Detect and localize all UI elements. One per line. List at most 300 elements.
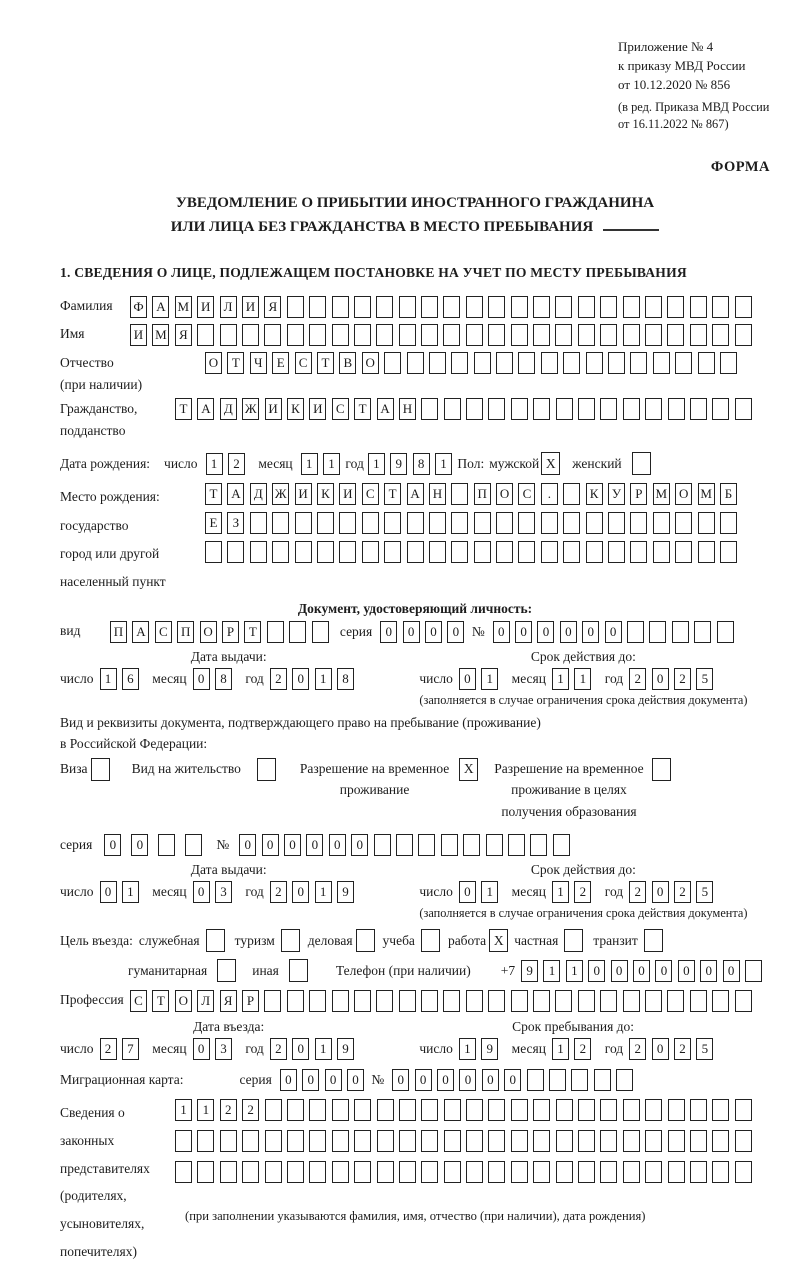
char-cell[interactable] xyxy=(354,990,371,1012)
char-cell[interactable]: И xyxy=(309,398,326,420)
char-cell[interactable] xyxy=(488,1130,505,1152)
char-cell[interactable]: 0 xyxy=(403,621,420,643)
char-cell[interactable] xyxy=(556,1099,573,1121)
char-cell[interactable] xyxy=(287,296,304,318)
char-cell[interactable]: 0 xyxy=(437,1069,454,1091)
char-cell[interactable] xyxy=(668,1130,685,1152)
char-cell[interactable]: 2 xyxy=(270,881,287,903)
char-cell[interactable] xyxy=(623,1130,640,1152)
purpose-opt9-checkbox[interactable] xyxy=(289,959,308,982)
sex-male-checkbox[interactable]: X xyxy=(541,452,560,475)
char-cell[interactable] xyxy=(354,1161,371,1183)
char-cell[interactable]: 1 xyxy=(552,881,569,903)
char-cell[interactable] xyxy=(250,541,267,563)
char-cell[interactable] xyxy=(555,324,572,346)
char-cell[interactable] xyxy=(690,398,707,420)
char-cell[interactable] xyxy=(242,1130,259,1152)
char-cell[interactable] xyxy=(377,1099,394,1121)
char-cell[interactable] xyxy=(287,1130,304,1152)
char-cell[interactable]: И xyxy=(265,398,282,420)
char-cell[interactable] xyxy=(332,1161,349,1183)
char-cell[interactable] xyxy=(563,483,580,505)
char-cell[interactable] xyxy=(712,398,729,420)
char-cell[interactable] xyxy=(645,990,662,1012)
char-cell[interactable] xyxy=(511,990,528,1012)
char-cell[interactable]: 0 xyxy=(588,960,605,982)
purpose-opt3-checkbox[interactable] xyxy=(356,929,375,952)
char-cell[interactable]: Т xyxy=(175,398,192,420)
char-cell[interactable]: Л xyxy=(220,296,237,318)
char-cell[interactable] xyxy=(429,541,446,563)
char-cell[interactable] xyxy=(571,1069,588,1091)
char-cell[interactable] xyxy=(518,512,535,534)
char-cell[interactable] xyxy=(354,324,371,346)
char-cell[interactable]: 9 xyxy=(521,960,538,982)
char-cell[interactable]: 0 xyxy=(504,1069,521,1091)
char-cell[interactable] xyxy=(421,296,438,318)
char-cell[interactable]: Т xyxy=(244,621,261,643)
char-cell[interactable]: 9 xyxy=(337,881,354,903)
char-cell[interactable] xyxy=(466,1099,483,1121)
char-cell[interactable] xyxy=(712,296,729,318)
char-cell[interactable] xyxy=(608,541,625,563)
char-cell[interactable]: Ф xyxy=(130,296,147,318)
char-cell[interactable] xyxy=(265,1130,282,1152)
char-cell[interactable]: Д xyxy=(250,483,267,505)
char-cell[interactable] xyxy=(627,621,644,643)
char-cell[interactable]: Ч xyxy=(250,352,267,374)
char-cell[interactable] xyxy=(444,1130,461,1152)
char-cell[interactable] xyxy=(541,541,558,563)
char-cell[interactable]: И xyxy=(295,483,312,505)
char-cell[interactable] xyxy=(265,1161,282,1183)
char-cell[interactable]: 0 xyxy=(652,668,669,690)
char-cell[interactable]: О xyxy=(362,352,379,374)
char-cell[interactable] xyxy=(384,541,401,563)
char-cell[interactable]: О xyxy=(175,990,192,1012)
char-cell[interactable] xyxy=(220,1130,237,1152)
char-cell[interactable]: О xyxy=(496,483,513,505)
char-cell[interactable]: 1 xyxy=(301,453,318,475)
char-cell[interactable] xyxy=(466,1130,483,1152)
char-cell[interactable] xyxy=(735,296,752,318)
char-cell[interactable] xyxy=(533,1161,550,1183)
char-cell[interactable]: Р xyxy=(222,621,239,643)
char-cell[interactable] xyxy=(600,1130,617,1152)
residence-permit-checkbox[interactable] xyxy=(257,758,276,781)
char-cell[interactable]: А xyxy=(132,621,149,643)
char-cell[interactable] xyxy=(466,324,483,346)
char-cell[interactable] xyxy=(488,398,505,420)
char-cell[interactable] xyxy=(735,990,752,1012)
char-cell[interactable] xyxy=(488,296,505,318)
char-cell[interactable]: 1 xyxy=(100,668,117,690)
char-cell[interactable]: Я xyxy=(220,990,237,1012)
char-cell[interactable]: Р xyxy=(242,990,259,1012)
char-cell[interactable]: 3 xyxy=(215,881,232,903)
char-cell[interactable]: 0 xyxy=(302,1069,319,1091)
char-cell[interactable] xyxy=(608,512,625,534)
char-cell[interactable]: И xyxy=(242,296,259,318)
char-cell[interactable]: 1 xyxy=(543,960,560,982)
char-cell[interactable] xyxy=(667,324,684,346)
char-cell[interactable] xyxy=(264,990,281,1012)
char-cell[interactable] xyxy=(698,512,715,534)
char-cell[interactable] xyxy=(511,1130,528,1152)
char-cell[interactable] xyxy=(295,512,312,534)
char-cell[interactable]: М xyxy=(152,324,169,346)
char-cell[interactable] xyxy=(533,1099,550,1121)
char-cell[interactable]: 2 xyxy=(574,881,591,903)
char-cell[interactable] xyxy=(384,352,401,374)
purpose-opt7-checkbox[interactable] xyxy=(644,929,663,952)
char-cell[interactable]: 1 xyxy=(459,1038,476,1060)
char-cell[interactable]: Е xyxy=(205,512,222,534)
char-cell[interactable] xyxy=(451,352,468,374)
char-cell[interactable] xyxy=(600,990,617,1012)
char-cell[interactable] xyxy=(421,1099,438,1121)
char-cell[interactable]: У xyxy=(608,483,625,505)
char-cell[interactable] xyxy=(496,541,513,563)
char-cell[interactable]: 0 xyxy=(347,1069,364,1091)
char-cell[interactable]: П xyxy=(110,621,127,643)
char-cell[interactable] xyxy=(511,1161,528,1183)
char-cell[interactable] xyxy=(289,621,306,643)
char-cell[interactable] xyxy=(443,990,460,1012)
char-cell[interactable] xyxy=(205,541,222,563)
char-cell[interactable]: Е xyxy=(272,352,289,374)
char-cell[interactable] xyxy=(735,324,752,346)
char-cell[interactable] xyxy=(630,512,647,534)
char-cell[interactable]: Т xyxy=(317,352,334,374)
char-cell[interactable]: 1 xyxy=(566,960,583,982)
char-cell[interactable] xyxy=(645,1099,662,1121)
char-cell[interactable] xyxy=(354,296,371,318)
char-cell[interactable] xyxy=(197,324,214,346)
char-cell[interactable] xyxy=(645,398,662,420)
char-cell[interactable] xyxy=(735,1099,752,1121)
char-cell[interactable] xyxy=(563,512,580,534)
char-cell[interactable] xyxy=(220,1161,237,1183)
char-cell[interactable] xyxy=(675,512,692,534)
char-cell[interactable] xyxy=(250,512,267,534)
char-cell[interactable]: 0 xyxy=(447,621,464,643)
char-cell[interactable]: К xyxy=(317,483,334,505)
char-cell[interactable] xyxy=(354,1130,371,1152)
char-cell[interactable]: 1 xyxy=(315,881,332,903)
char-cell[interactable]: 0 xyxy=(193,881,210,903)
char-cell[interactable] xyxy=(309,1130,326,1152)
char-cell[interactable] xyxy=(578,296,595,318)
char-cell[interactable] xyxy=(518,541,535,563)
char-cell[interactable] xyxy=(376,296,393,318)
char-cell[interactable] xyxy=(488,1099,505,1121)
char-cell[interactable] xyxy=(712,1099,729,1121)
char-cell[interactable] xyxy=(264,324,281,346)
char-cell[interactable]: Н xyxy=(429,483,446,505)
char-cell[interactable]: 2 xyxy=(270,1038,287,1060)
char-cell[interactable] xyxy=(451,541,468,563)
purpose-opt6-checkbox[interactable] xyxy=(564,929,583,952)
char-cell[interactable]: М xyxy=(175,296,192,318)
char-cell[interactable]: 0 xyxy=(104,834,121,856)
char-cell[interactable]: 8 xyxy=(337,668,354,690)
char-cell[interactable] xyxy=(158,834,175,856)
char-cell[interactable] xyxy=(645,1130,662,1152)
char-cell[interactable] xyxy=(407,352,424,374)
char-cell[interactable] xyxy=(594,1069,611,1091)
char-cell[interactable]: О xyxy=(200,621,217,643)
char-cell[interactable] xyxy=(586,352,603,374)
char-cell[interactable] xyxy=(474,541,491,563)
char-cell[interactable]: Т xyxy=(205,483,222,505)
char-cell[interactable] xyxy=(265,1099,282,1121)
char-cell[interactable]: 0 xyxy=(655,960,672,982)
char-cell[interactable] xyxy=(339,541,356,563)
char-cell[interactable] xyxy=(407,512,424,534)
char-cell[interactable]: И xyxy=(339,483,356,505)
char-cell[interactable]: 6 xyxy=(122,668,139,690)
purpose-opt1-checkbox[interactable] xyxy=(206,929,225,952)
char-cell[interactable]: К xyxy=(586,483,603,505)
char-cell[interactable]: Т xyxy=(152,990,169,1012)
char-cell[interactable] xyxy=(317,512,334,534)
char-cell[interactable] xyxy=(362,541,379,563)
char-cell[interactable] xyxy=(578,990,595,1012)
char-cell[interactable]: Б xyxy=(720,483,737,505)
char-cell[interactable] xyxy=(197,1130,214,1152)
char-cell[interactable] xyxy=(272,512,289,534)
char-cell[interactable] xyxy=(653,541,670,563)
char-cell[interactable] xyxy=(309,1161,326,1183)
char-cell[interactable]: 1 xyxy=(481,668,498,690)
char-cell[interactable] xyxy=(586,541,603,563)
char-cell[interactable] xyxy=(555,296,572,318)
char-cell[interactable]: 1 xyxy=(368,453,385,475)
char-cell[interactable] xyxy=(488,324,505,346)
char-cell[interactable] xyxy=(399,1099,416,1121)
char-cell[interactable] xyxy=(287,324,304,346)
char-cell[interactable] xyxy=(667,990,684,1012)
char-cell[interactable] xyxy=(429,512,446,534)
char-cell[interactable]: 1 xyxy=(552,668,569,690)
char-cell[interactable]: Н xyxy=(399,398,416,420)
char-cell[interactable]: 1 xyxy=(481,881,498,903)
char-cell[interactable] xyxy=(578,398,595,420)
char-cell[interactable] xyxy=(287,1161,304,1183)
char-cell[interactable]: 0 xyxy=(193,668,210,690)
char-cell[interactable] xyxy=(533,990,550,1012)
char-cell[interactable] xyxy=(668,1099,685,1121)
char-cell[interactable] xyxy=(712,990,729,1012)
char-cell[interactable] xyxy=(586,512,603,534)
char-cell[interactable] xyxy=(376,990,393,1012)
char-cell[interactable] xyxy=(690,296,707,318)
char-cell[interactable] xyxy=(466,1161,483,1183)
char-cell[interactable]: О xyxy=(205,352,222,374)
char-cell[interactable] xyxy=(396,834,413,856)
char-cell[interactable]: Ж xyxy=(272,483,289,505)
char-cell[interactable] xyxy=(377,1130,394,1152)
char-cell[interactable] xyxy=(745,960,762,982)
char-cell[interactable]: 2 xyxy=(629,668,646,690)
char-cell[interactable]: 0 xyxy=(392,1069,409,1091)
char-cell[interactable] xyxy=(451,512,468,534)
char-cell[interactable] xyxy=(712,1161,729,1183)
char-cell[interactable] xyxy=(466,990,483,1012)
char-cell[interactable] xyxy=(309,296,326,318)
char-cell[interactable]: С xyxy=(362,483,379,505)
char-cell[interactable]: 1 xyxy=(323,453,340,475)
char-cell[interactable] xyxy=(533,324,550,346)
char-cell[interactable] xyxy=(421,1161,438,1183)
char-cell[interactable]: Л xyxy=(197,990,214,1012)
char-cell[interactable] xyxy=(690,1099,707,1121)
char-cell[interactable]: П xyxy=(474,483,491,505)
char-cell[interactable] xyxy=(553,834,570,856)
char-cell[interactable] xyxy=(623,296,640,318)
char-cell[interactable]: А xyxy=(152,296,169,318)
char-cell[interactable]: И xyxy=(130,324,147,346)
char-cell[interactable] xyxy=(175,1130,192,1152)
char-cell[interactable]: 1 xyxy=(206,453,223,475)
char-cell[interactable] xyxy=(267,621,284,643)
char-cell[interactable]: В xyxy=(339,352,356,374)
char-cell[interactable]: 5 xyxy=(696,668,713,690)
char-cell[interactable] xyxy=(668,398,685,420)
char-cell[interactable]: 0 xyxy=(292,881,309,903)
char-cell[interactable] xyxy=(399,324,416,346)
char-cell[interactable]: 0 xyxy=(652,881,669,903)
char-cell[interactable] xyxy=(630,541,647,563)
char-cell[interactable]: 2 xyxy=(629,881,646,903)
char-cell[interactable] xyxy=(578,1099,595,1121)
char-cell[interactable]: 0 xyxy=(459,668,476,690)
char-cell[interactable] xyxy=(466,398,483,420)
char-cell[interactable]: 2 xyxy=(629,1038,646,1060)
char-cell[interactable]: 0 xyxy=(459,1069,476,1091)
char-cell[interactable]: 0 xyxy=(284,834,301,856)
purpose-opt2-checkbox[interactable] xyxy=(281,929,300,952)
char-cell[interactable] xyxy=(563,541,580,563)
char-cell[interactable] xyxy=(717,621,734,643)
char-cell[interactable]: Ж xyxy=(242,398,259,420)
char-cell[interactable] xyxy=(332,1130,349,1152)
char-cell[interactable]: 0 xyxy=(493,621,510,643)
char-cell[interactable]: 0 xyxy=(425,621,442,643)
char-cell[interactable]: 5 xyxy=(696,881,713,903)
char-cell[interactable] xyxy=(608,352,625,374)
char-cell[interactable]: 0 xyxy=(459,881,476,903)
char-cell[interactable]: З xyxy=(227,512,244,534)
char-cell[interactable] xyxy=(518,352,535,374)
char-cell[interactable] xyxy=(556,398,573,420)
char-cell[interactable]: . xyxy=(541,483,558,505)
char-cell[interactable] xyxy=(698,541,715,563)
char-cell[interactable]: 3 xyxy=(215,1038,232,1060)
char-cell[interactable] xyxy=(511,1099,528,1121)
char-cell[interactable]: 9 xyxy=(481,1038,498,1060)
char-cell[interactable] xyxy=(399,1161,416,1183)
char-cell[interactable]: А xyxy=(377,398,394,420)
char-cell[interactable]: 0 xyxy=(292,668,309,690)
char-cell[interactable] xyxy=(645,324,662,346)
rvp-edu-checkbox[interactable] xyxy=(652,758,671,781)
char-cell[interactable]: Т xyxy=(384,483,401,505)
char-cell[interactable] xyxy=(295,541,312,563)
char-cell[interactable] xyxy=(690,1161,707,1183)
char-cell[interactable] xyxy=(488,990,505,1012)
visa-checkbox[interactable] xyxy=(91,758,110,781)
char-cell[interactable] xyxy=(675,541,692,563)
char-cell[interactable] xyxy=(511,296,528,318)
char-cell[interactable] xyxy=(444,398,461,420)
char-cell[interactable] xyxy=(653,352,670,374)
char-cell[interactable] xyxy=(444,1099,461,1121)
char-cell[interactable]: 1 xyxy=(122,881,139,903)
char-cell[interactable]: 0 xyxy=(515,621,532,643)
char-cell[interactable]: 0 xyxy=(415,1069,432,1091)
char-cell[interactable]: 0 xyxy=(280,1069,297,1091)
char-cell[interactable] xyxy=(623,1099,640,1121)
char-cell[interactable]: 0 xyxy=(611,960,628,982)
char-cell[interactable] xyxy=(649,621,666,643)
char-cell[interactable] xyxy=(496,512,513,534)
char-cell[interactable] xyxy=(463,834,480,856)
char-cell[interactable]: 1 xyxy=(197,1099,214,1121)
char-cell[interactable] xyxy=(317,541,334,563)
char-cell[interactable]: А xyxy=(227,483,244,505)
char-cell[interactable]: 0 xyxy=(351,834,368,856)
char-cell[interactable]: 2 xyxy=(242,1099,259,1121)
char-cell[interactable] xyxy=(429,352,446,374)
char-cell[interactable] xyxy=(690,324,707,346)
char-cell[interactable] xyxy=(533,1130,550,1152)
char-cell[interactable] xyxy=(332,1099,349,1121)
char-cell[interactable] xyxy=(667,296,684,318)
char-cell[interactable]: 2 xyxy=(228,453,245,475)
char-cell[interactable] xyxy=(653,512,670,534)
char-cell[interactable]: 0 xyxy=(633,960,650,982)
char-cell[interactable]: 0 xyxy=(560,621,577,643)
char-cell[interactable] xyxy=(600,398,617,420)
char-cell[interactable] xyxy=(556,1130,573,1152)
char-cell[interactable] xyxy=(549,1069,566,1091)
char-cell[interactable]: 0 xyxy=(723,960,740,982)
char-cell[interactable] xyxy=(421,324,438,346)
char-cell[interactable] xyxy=(399,296,416,318)
char-cell[interactable] xyxy=(600,1161,617,1183)
char-cell[interactable]: 0 xyxy=(537,621,554,643)
char-cell[interactable] xyxy=(451,483,468,505)
char-cell[interactable]: Я xyxy=(264,296,281,318)
char-cell[interactable] xyxy=(600,296,617,318)
char-cell[interactable] xyxy=(227,541,244,563)
char-cell[interactable] xyxy=(533,296,550,318)
purpose-opt8-checkbox[interactable] xyxy=(217,959,236,982)
char-cell[interactable]: 0 xyxy=(292,1038,309,1060)
char-cell[interactable] xyxy=(690,990,707,1012)
char-cell[interactable] xyxy=(508,834,525,856)
char-cell[interactable] xyxy=(616,1069,633,1091)
char-cell[interactable] xyxy=(533,398,550,420)
char-cell[interactable] xyxy=(488,1161,505,1183)
char-cell[interactable]: 0 xyxy=(605,621,622,643)
char-cell[interactable] xyxy=(354,1099,371,1121)
char-cell[interactable] xyxy=(332,990,349,1012)
char-cell[interactable]: 1 xyxy=(552,1038,569,1060)
char-cell[interactable] xyxy=(720,541,737,563)
